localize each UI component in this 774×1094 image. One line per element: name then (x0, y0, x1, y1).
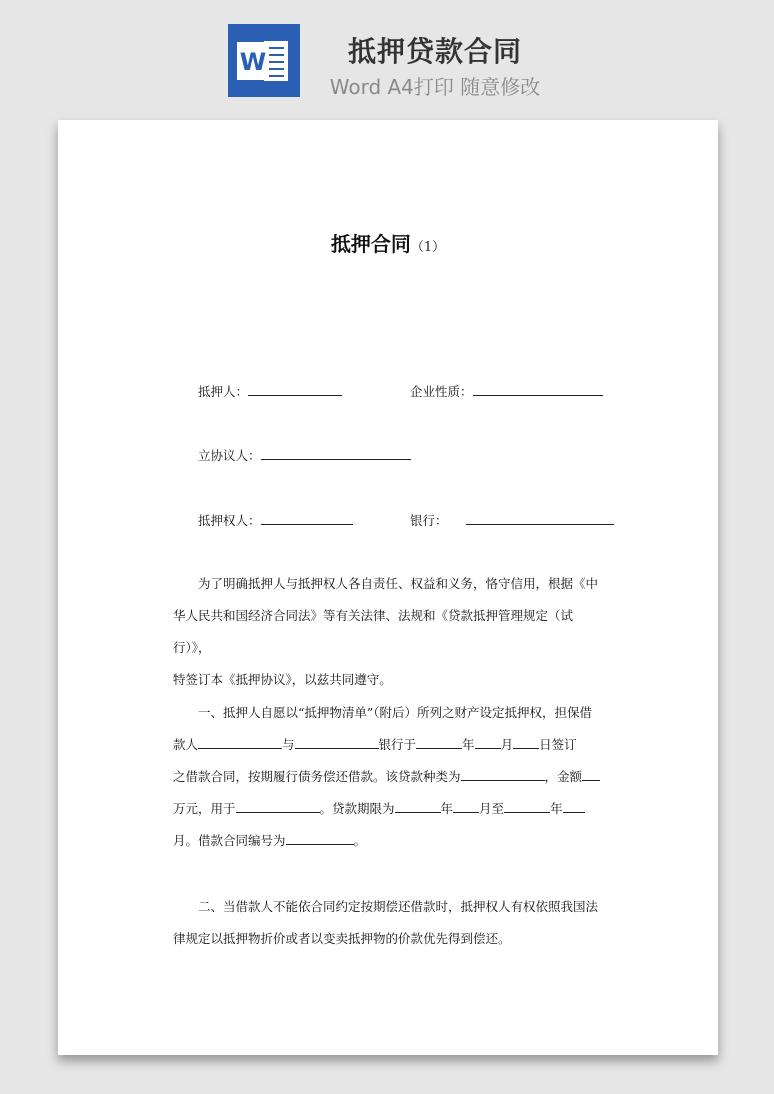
start-year-blank[interactable] (395, 799, 441, 813)
text: 月至 (479, 801, 505, 816)
text: 日签订 (539, 737, 577, 752)
field-bank (410, 511, 614, 529)
field-agreement-party-blank[interactable] (261, 446, 411, 460)
svg-text:W: W (239, 48, 267, 76)
preamble-line: 特签订本《抵押协议》，以兹共同遵守。 (173, 672, 392, 687)
text: 月。借款合同编号为 (173, 833, 286, 848)
text: 与 (282, 737, 295, 752)
text: 款人 (173, 737, 199, 752)
preamble-line: 为了明确抵押人与抵押权人各自责任、权益和义务，恪守信用，根据《中 (198, 576, 599, 591)
field-mortgagor (198, 382, 342, 400)
text: ，金额 (544, 769, 583, 784)
text: 年 (550, 801, 563, 816)
day-blank[interactable] (513, 735, 539, 749)
end-year-blank[interactable] (504, 799, 550, 813)
banner-subtitle: Word A4打印 随意修改 (329, 75, 541, 99)
field-mortgagor-label: 抵押人： (198, 384, 249, 399)
purpose-blank[interactable] (236, 799, 320, 813)
document-title (58, 228, 718, 257)
text: 年 (462, 737, 475, 752)
field-mortgagee (198, 511, 353, 529)
clause-2 (173, 891, 603, 955)
text: 月 (500, 737, 514, 752)
title-main: 抵押合同 (330, 232, 411, 256)
field-bank-label: 银行： (410, 513, 448, 528)
field-enterprise-nature-label: 企业性质： (410, 384, 473, 399)
field-mortgagee-blank[interactable] (261, 511, 353, 525)
bank-name-blank[interactable] (295, 735, 379, 749)
contract-number-blank[interactable] (286, 831, 354, 845)
field-bank-blank[interactable] (466, 511, 614, 525)
document-page (58, 120, 718, 1055)
start-month-blank[interactable] (453, 799, 479, 813)
clause-1-line: 一、抵押人自愿以“抵押物清单”（附后）所列之财产设定抵押权，担保借 (198, 705, 593, 720)
field-agreement-party (198, 446, 411, 464)
field-mortgagor-blank[interactable] (248, 382, 342, 396)
clause-1 (173, 697, 603, 857)
year-blank[interactable] (416, 735, 462, 749)
preamble-line: 华人民共和国经济合同法》等有关法律、法规和《贷款抵押管理规定（试行）》， (173, 608, 574, 655)
word-icon (228, 24, 300, 97)
borrower-blank[interactable] (198, 735, 282, 749)
month-blank[interactable] (475, 735, 501, 749)
amount-blank[interactable] (582, 767, 600, 781)
text: 。贷款期限为 (319, 801, 395, 816)
field-enterprise-nature-blank[interactable] (473, 382, 603, 396)
clause-1-line (173, 793, 603, 825)
text: 年 (440, 801, 454, 816)
banner-title: 抵押贷款合同 (347, 35, 522, 68)
text: 之借款合同，按期履行债务偿还借款。该贷款种类为 (173, 769, 461, 784)
end-month-blank[interactable] (563, 799, 585, 813)
clause-1-line (173, 825, 603, 857)
field-agreement-party-label: 立协议人： (198, 448, 261, 463)
clause-1-line (173, 761, 603, 793)
clause-2-line: 二、当借款人不能依合同约定按期偿还借款时，抵押权人有权依照我国法 (198, 899, 599, 914)
preamble-paragraph (173, 568, 603, 696)
text: 银行于 (378, 737, 417, 752)
title-number: （1） (410, 240, 446, 255)
clause-2-line: 律规定以抵押物折价或者以变卖抵押物的价款优先得到偿还。 (173, 931, 511, 946)
field-enterprise-nature (410, 382, 603, 400)
text: 。 (353, 833, 367, 848)
field-mortgagee-label: 抵押权人： (198, 513, 261, 528)
loan-type-blank[interactable] (461, 767, 545, 781)
text: 万元，用于 (173, 801, 236, 816)
clause-1-line (173, 729, 603, 761)
